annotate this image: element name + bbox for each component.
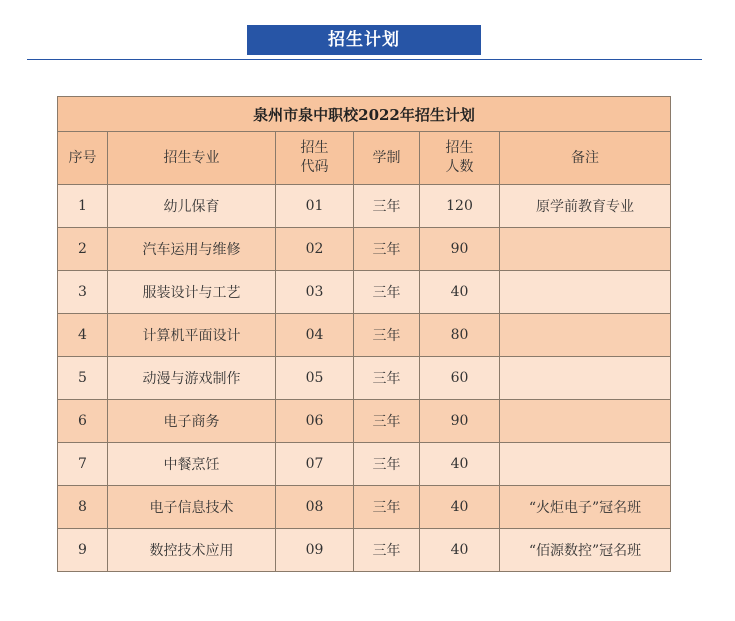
title-divider <box>27 59 702 60</box>
cell-major: 动漫与游戏制作 <box>108 357 276 400</box>
section-title: 招生计划 <box>247 25 481 55</box>
column-header-major: 招生专业 <box>108 132 276 185</box>
cell-note: “火炬电子”冠名班 <box>500 486 671 529</box>
cell-count: 120 <box>420 185 500 228</box>
cell-code: 03 <box>276 271 354 314</box>
cell-count: 80 <box>420 314 500 357</box>
column-header-code-line1: 招生 <box>300 140 329 156</box>
table-row <box>58 271 671 314</box>
cell-duration: 三年 <box>354 529 420 572</box>
cell-code: 01 <box>276 185 354 228</box>
cell-seq: 3 <box>58 271 108 314</box>
cell-seq: 7 <box>58 443 108 486</box>
cell-major: 服装设计与工艺 <box>108 271 276 314</box>
cell-note <box>500 228 671 271</box>
table-row <box>58 529 671 572</box>
cell-count: 40 <box>420 529 500 572</box>
cell-count: 40 <box>420 486 500 529</box>
cell-count: 90 <box>420 228 500 271</box>
cell-seq: 2 <box>58 228 108 271</box>
cell-count: 40 <box>420 271 500 314</box>
cell-major: 计算机平面设计 <box>108 314 276 357</box>
cell-note: 原学前教育专业 <box>500 185 671 228</box>
cell-code: 09 <box>276 529 354 572</box>
cell-duration: 三年 <box>354 443 420 486</box>
cell-code: 08 <box>276 486 354 529</box>
cell-count: 40 <box>420 443 500 486</box>
cell-code: 05 <box>276 357 354 400</box>
column-header-count-line2: 人数 <box>445 159 474 175</box>
cell-seq: 4 <box>58 314 108 357</box>
cell-major: 电子商务 <box>108 400 276 443</box>
column-header-duration: 学制 <box>354 132 420 185</box>
cell-seq: 1 <box>58 185 108 228</box>
cell-note <box>500 357 671 400</box>
table-row <box>58 314 671 357</box>
cell-seq: 6 <box>58 400 108 443</box>
cell-code: 07 <box>276 443 354 486</box>
cell-major: 中餐烹饪 <box>108 443 276 486</box>
cell-duration: 三年 <box>354 357 420 400</box>
column-header-seq: 序号 <box>58 132 108 185</box>
cell-code: 02 <box>276 228 354 271</box>
table-row <box>58 228 671 271</box>
cell-major: 数控技术应用 <box>108 529 276 572</box>
cell-code: 06 <box>276 400 354 443</box>
cell-note <box>500 400 671 443</box>
cell-major: 电子信息技术 <box>108 486 276 529</box>
cell-code: 04 <box>276 314 354 357</box>
cell-duration: 三年 <box>354 271 420 314</box>
cell-duration: 三年 <box>354 228 420 271</box>
table-row <box>58 486 671 529</box>
table-row <box>58 443 671 486</box>
table-caption: 泉州市泉中职校2022年招生计划 <box>58 97 671 132</box>
cell-note <box>500 271 671 314</box>
cell-seq: 8 <box>58 486 108 529</box>
table-row <box>58 357 671 400</box>
cell-seq: 9 <box>58 529 108 572</box>
cell-note: “佰源数控”冠名班 <box>500 529 671 572</box>
table-header-row <box>58 132 671 185</box>
column-header-note: 备注 <box>500 132 671 185</box>
cell-note <box>500 443 671 486</box>
cell-seq: 5 <box>58 357 108 400</box>
column-header-count <box>420 132 500 185</box>
cell-duration: 三年 <box>354 314 420 357</box>
cell-duration: 三年 <box>354 400 420 443</box>
column-header-count-line1: 招生 <box>445 140 474 156</box>
cell-duration: 三年 <box>354 185 420 228</box>
cell-major: 幼儿保育 <box>108 185 276 228</box>
column-header-code <box>276 132 354 185</box>
table-caption-row <box>58 97 671 132</box>
cell-duration: 三年 <box>354 486 420 529</box>
cell-count: 90 <box>420 400 500 443</box>
column-header-code-line2: 代码 <box>300 159 329 175</box>
cell-major: 汽车运用与维修 <box>108 228 276 271</box>
cell-note <box>500 314 671 357</box>
cell-count: 60 <box>420 357 500 400</box>
table-row <box>58 400 671 443</box>
enrollment-plan-table <box>57 96 671 572</box>
table-row <box>58 185 671 228</box>
